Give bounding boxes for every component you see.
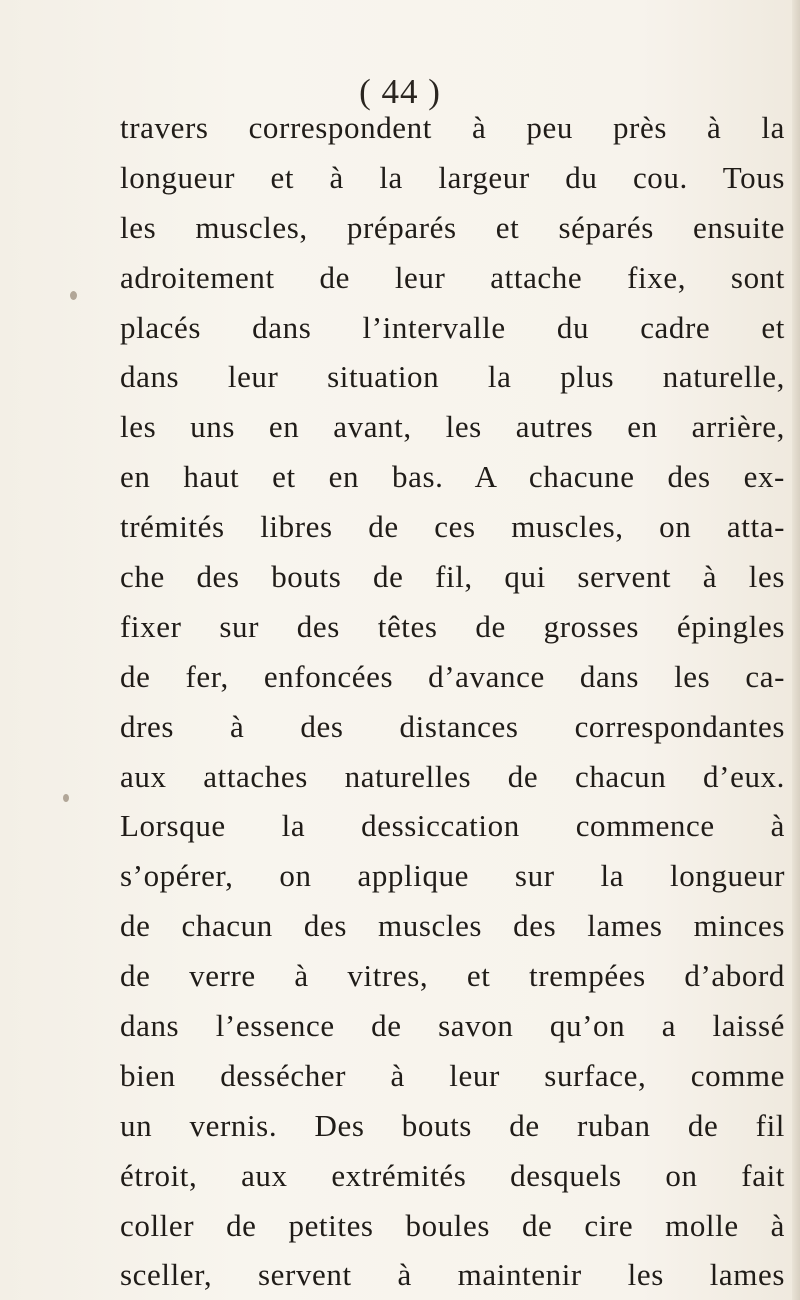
text-line: en haut et en bas. A chacune des ex- <box>120 459 785 495</box>
text-line: bien dessécher à leur surface, comme <box>120 1057 785 1093</box>
text-line: les uns en avant, les autres en arrière, <box>120 409 785 445</box>
text-line: un vernis. Des bouts de ruban de fil <box>120 1107 785 1143</box>
text-line: de verre à vitres, et trempées d’abord <box>120 958 785 994</box>
text-line: aux attaches naturelles de chacun d’eux. <box>120 758 785 794</box>
text-line: travers correspondent à peu près à la <box>120 110 785 145</box>
text-line: s’opérer, on applique sur la longueur <box>120 858 785 894</box>
page-edge <box>792 0 800 1300</box>
text-line: longueur et à la largeur du cou. Tous <box>120 159 785 195</box>
text-line: dans leur situation la plus naturelle, <box>120 359 785 395</box>
text-line: Lorsque la dessiccation commence à <box>120 808 785 844</box>
text-line: sceller, servent à maintenir les lames <box>120 1257 785 1293</box>
page-number: ( 44 ) <box>359 72 441 111</box>
ink-speck <box>70 291 77 300</box>
text-line: fixer sur des têtes de grosses épingles <box>120 608 785 644</box>
body-text <box>120 103 785 1300</box>
text-line: coller de petites boules de cire molle à <box>120 1207 785 1243</box>
text-line: dans l’essence de savon qu’on a laissé <box>120 1008 785 1044</box>
text-line: placés dans l’intervalle du cadre et <box>120 309 785 345</box>
text-line: dres à des distances correspondantes <box>120 708 785 744</box>
text-line: de chacun des muscles des lames minces <box>120 908 785 944</box>
text-line: de fer, enfoncées d’avance dans les ca- <box>120 658 785 694</box>
ink-speck <box>63 794 69 802</box>
text-line: che des bouts de fil, qui servent à les <box>120 559 785 595</box>
text-line: trémités libres de ces muscles, on atta- <box>120 509 785 545</box>
text-line: les muscles, préparés et séparés ensuite <box>120 209 785 245</box>
text-line: adroitement de leur attache fixe, sont <box>120 259 785 295</box>
text-line: étroit, aux extrémités desquels on fait <box>120 1157 785 1193</box>
